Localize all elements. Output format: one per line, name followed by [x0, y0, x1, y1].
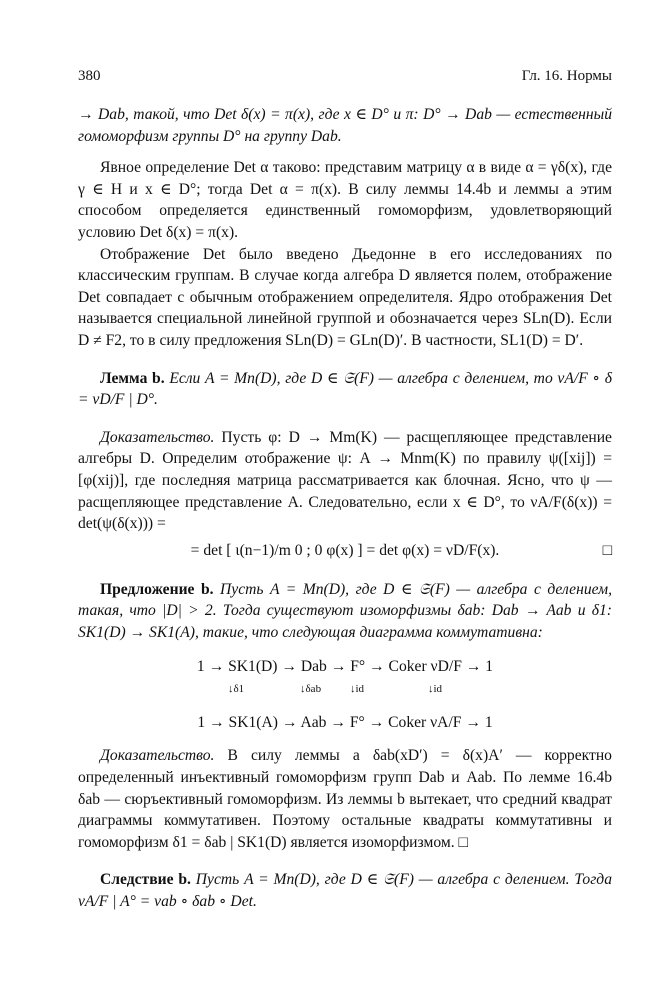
- proof-1-label: Доказательство.: [100, 428, 215, 446]
- proof-2: [78, 745, 612, 853]
- page-header: [78, 66, 612, 86]
- page: [78, 66, 612, 913]
- proposition-text: Пусть A = Mn(D), где D ∈ 𝔖(F) — алгебра с делением, такая, что |D| > 2. Тогда существуют изоморфизмы δab: Dab → Aab и δ1: SK1(D) → SK1(A), такие, что следующая диаграмма коммутативна:: [78, 580, 612, 641]
- proof-2-text: В силу леммы a δab(xD′) = δ(x)A′ — корректно определенный инъективный гомоморфизм групп Dab и Aab. По лемме 16.4b δab — сюръективный гомоморфизм. Из леммы b вытекает, что средний квадрат диаграммы коммутативен. Поэтому остальные квадраты коммутативны и гомоморфизм δ1 = δab | SK1(D) является изоморфизмом.: [78, 747, 612, 851]
- diagram-vertical-arrows: [78, 679, 612, 711]
- arrow-delta-1: ↓δ1: [228, 683, 245, 696]
- arrow-id-1: ↓id: [350, 683, 365, 696]
- commutative-diagram: [78, 655, 612, 735]
- page-number: 380: [78, 68, 101, 84]
- corollary-label: Следствие b.: [100, 871, 191, 889]
- corollary-b: [78, 869, 612, 912]
- proposition-b: [78, 579, 612, 644]
- arrow-delta-ab: ↓δab: [300, 683, 322, 696]
- qed-mark-2: □: [458, 833, 468, 851]
- proof-2-label: Доказательство.: [100, 747, 215, 765]
- proposition-label: Предложение b.: [100, 580, 214, 598]
- diagram-row-bottom: 1 → SK1(A) → Aab → F° → Coker νA/F → 1: [197, 714, 493, 732]
- paragraph-2: Явное определение Det α таково: представим матрицу α в виде α = γδ(x), где γ ∈ H и x ∈ D°; тогда Det α = π(x). В силу леммы 14.4b и леммы a этим способом определяется единственный гомоморфизм, удовлетворяющий условию Det δ(x) = π(x).: [78, 159, 612, 241]
- proof-1: [78, 427, 612, 535]
- lemma-b: [78, 368, 612, 411]
- formula-det-text: = det [ ι(n−1)/m 0 ; 0 φ(x) ] = det φ(x) = νD/F(x).: [190, 541, 500, 559]
- chapter-title: Гл. 16. Нормы: [521, 68, 612, 84]
- qed-mark-1: □: [602, 541, 612, 559]
- diagram-row-top: 1 → SK1(D) → Dab → F° → Coker νD/F → 1: [196, 658, 494, 676]
- lemma-text: Если A = Mn(D), где D ∈ 𝔖(F) — алгебра с делением, то νA/F ∘ δ = νD/F | D°.: [78, 369, 612, 409]
- formula-det: [78, 539, 612, 563]
- proof-1-text: Пусть φ: D → Mm(K) — расщепляющее представление алгебры D. Определим отображение ψ: A → Mnm(K) по правилу ψ([xij]) = [φ(xij)], где последняя матрица рассматривается как блочная. Ясно, что ψ — расщепляющее представление A. Следовательно, если x ∈ D°, то νA/F(δ(x)) = det(ψ(δ(x))) =: [78, 428, 612, 533]
- corollary-text: Пусть A = Mn(D), где D ∈ 𝔖(F) — алгебра с делением. Тогда νA/F | A° = νab ∘ δab ∘ Det.: [78, 871, 612, 911]
- paragraph-1: → Dab, такой, что Det δ(x) = π(x), где x ∈ D° и π: D° → Dab — естественный гомоморфизм группы D° на группу Dab.: [78, 106, 612, 145]
- paragraph-3: Отображение Det было введено Дьедонне в его исследованиях по классическим группам. В случае когда алгебра D является полем, отображение Det совпадает с обычным отображением определителя. Ядро отображения Det называется специальной линейной группой и обозначается через SLn(D). Если D ≠ F2, то в силу предложения SLn(D) = GLn(D)′. В частности, SL1(D) = D′.: [78, 245, 612, 349]
- arrow-id-2: ↓id: [428, 683, 443, 696]
- lemma-label: Лемма b.: [100, 369, 165, 387]
